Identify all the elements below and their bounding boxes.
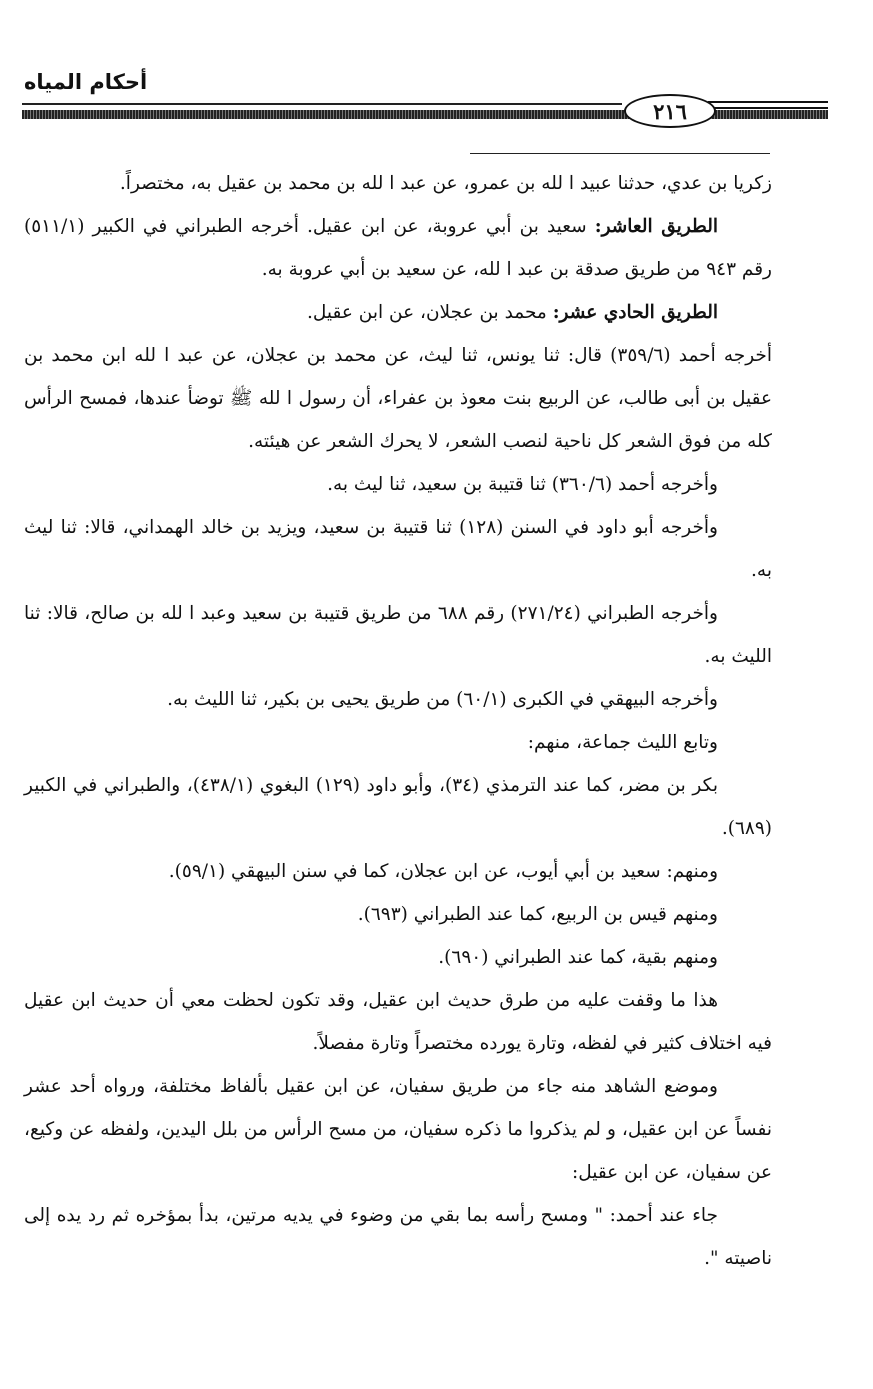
paragraph — [24, 850, 772, 893]
paragraph — [24, 936, 772, 979]
page-number-text: ٢١٦ — [653, 98, 687, 124]
paragraph — [24, 291, 772, 334]
paragraph-text: وأخرجه البيهقي في الكبرى (٦٠/١) من طريق يحيى بن بكير، ثنا الليث به. — [167, 689, 718, 710]
paragraph — [24, 205, 772, 291]
footnote-separator — [470, 153, 770, 154]
paragraph-text: وأخرجه أحمد (٣٦٠/٦) ثنا قتيبة بن سعيد، ثنا ليث به. — [327, 474, 718, 495]
paragraph-text: أخرجه أحمد (٣٥٩/٦) قال: ثنا يونس، ثنا ليث، عن محمد بن عجلان، عن عبد ا لله ابن محمد بن عقيل بن أبى طالب، عن الربيع بنت معوذ بن عفراء، أن رسول ا لله ﷺ توضأ عندها، فمسح الرأس كله من فوق الشعر كل ناحية لنصب الشعر، لا يحرك الشعر عن هيئته. — [24, 345, 772, 452]
paragraph-text: وتابع الليث جماعة، منهم: — [527, 732, 718, 753]
paragraph-text: سعيد بن أبي عروبة، عن ابن عقيل. أخرجه الطبراني في الكبير (٥١١/١) رقم ٩٤٣ من طريق صدقة بن عبد ا لله، عن سعيد بن أبي عروبة به. — [24, 216, 772, 280]
page-number — [624, 94, 716, 128]
section-heading: الطريق العاشر: — [594, 216, 718, 237]
paragraph — [24, 592, 772, 678]
page-body — [24, 162, 772, 1280]
paragraph-text: ومنهم بقية، كما عند الطبراني (٦٩٠). — [438, 947, 718, 968]
paragraph — [24, 463, 772, 506]
paragraph — [24, 979, 772, 1065]
paragraph-text: وأخرجه أبو داود في السنن (١٢٨) ثنا قتيبة بن سعيد، ويزيد بن خالد الهمداني، قالا: ثنا ليث به. — [24, 517, 772, 581]
paragraph — [24, 721, 772, 764]
page-header — [0, 0, 873, 140]
paragraph-text: جاء عند أحمد: " ومسح رأسه بما بقي من وضوء في يديه مرتين، بدأ بمؤخره ثم رد يده إلى ناصيته ". — [24, 1205, 772, 1269]
paragraph-text: ومنهم قيس بن الربيع، كما عند الطبراني (٦٩٣). — [357, 904, 718, 925]
paragraph-text: زكريا بن عدي، حدثنا عبيد ا لله بن عمرو، عن عبد ا لله بن محمد بن عقيل به، مختصراً. — [119, 173, 772, 194]
paragraph — [24, 506, 772, 592]
paragraph — [24, 764, 772, 850]
paragraph — [24, 334, 772, 463]
paragraph-text: وأخرجه الطبراني (٢٧١/٢٤) رقم ٦٨٨ من طريق قتيبة بن سعيد وعبد ا لله بن صالح، قالا: ثنا الليث به. — [24, 603, 772, 667]
paragraph — [24, 893, 772, 936]
paragraph — [24, 162, 772, 205]
paragraph-text: ومنهم: سعيد بن أبي أيوب، عن ابن عجلان، كما في سنن البيهقي (٥٩/١). — [168, 861, 718, 882]
paragraph-text: بكر بن مضر، كما عند الترمذي (٣٤)، وأبو داود (١٢٩) البغوي (٤٣٨/١)، والطبراني في الكبير (٦٨٩). — [24, 775, 772, 839]
paragraph-text: هذا ما وقفت عليه من طرق حديث ابن عقيل، وقد تكون لحظت معي أن حديث ابن عقيل فيه اختلاف كثير في لفظه، وتارة يورده مختصراً وتارة مفصلاً. — [24, 990, 772, 1054]
paragraph — [24, 1194, 772, 1280]
paragraph — [24, 678, 772, 721]
paragraph-text: وموضع الشاهد منه جاء من طريق سفيان، عن ابن عقيل بألفاظ مختلفة، ورواه أحد عشر نفساً عن ابن عقيل، و لم يذكروا ما ذكره سفيان، من مسح الرأس من بلل اليدين، ولفظه عن وكيع، عن سفيان، عن ابن عقيل: — [24, 1076, 772, 1183]
paragraph — [24, 1065, 772, 1194]
paragraph-text: محمد بن عجلان، عن ابن عقيل. — [307, 302, 553, 323]
section-heading: الطريق الحادي عشر: — [552, 302, 718, 323]
book-title: أحكام المياه — [24, 70, 148, 94]
header-rule-right — [708, 101, 828, 109]
header-rule-thin — [22, 103, 622, 105]
